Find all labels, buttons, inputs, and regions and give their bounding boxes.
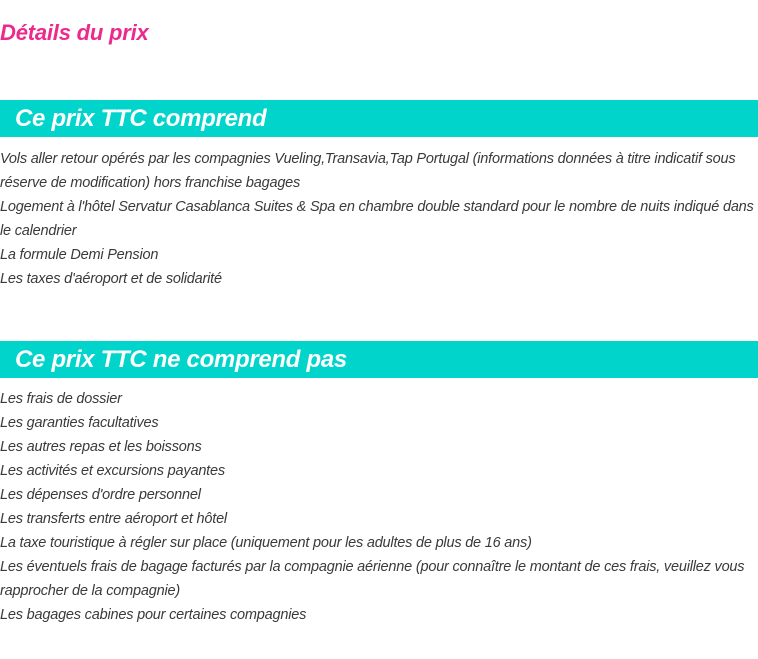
excludes-item: Les transferts entre aéroport et hôtel xyxy=(0,511,227,527)
excludes-item: Les éventuels frais de bagage facturés par la compagnie aérienne (pour connaître le montant de ces frais, veuillez vous rapprocher de la compagnie) xyxy=(0,559,745,599)
excludes-list xyxy=(0,387,758,627)
includes-list xyxy=(0,147,758,291)
excludes-item: Les dépenses d'ordre personnel xyxy=(0,487,201,503)
excludes-item: Les activités et excursions payantes xyxy=(0,463,225,479)
includes-item: La formule Demi Pension xyxy=(0,247,159,263)
excludes-item: Les garanties facultatives xyxy=(0,415,159,431)
excludes-item: La taxe touristique à régler sur place (uniquement pour les adultes de plus de 16 ans) xyxy=(0,535,532,551)
excludes-item: Les autres repas et les boissons xyxy=(0,439,202,455)
excludes-item: Les frais de dossier xyxy=(0,391,122,407)
includes-item: Vols aller retour opérés par les compagnies Vueling,Transavia,Tap Portugal (informations données à titre indicatif sous réserve de modification) hors franchise bagages xyxy=(0,151,736,191)
includes-item: Logement à l'hôtel Servatur Casablanca Suites & Spa en chambre double standard pour le nombre de nuits indiqué dans le calendrier xyxy=(0,199,754,239)
excludes-item: Les bagages cabines pour certaines compagnies xyxy=(0,607,307,623)
page-title: Détails du prix xyxy=(0,20,149,45)
excludes-heading: Ce prix TTC ne comprend pas xyxy=(15,346,347,373)
includes-heading: Ce prix TTC comprend xyxy=(15,105,267,132)
excludes-section-header xyxy=(0,341,758,378)
includes-item: Les taxes d'aéroport et de solidarité xyxy=(0,271,222,287)
includes-section-header xyxy=(0,100,758,137)
